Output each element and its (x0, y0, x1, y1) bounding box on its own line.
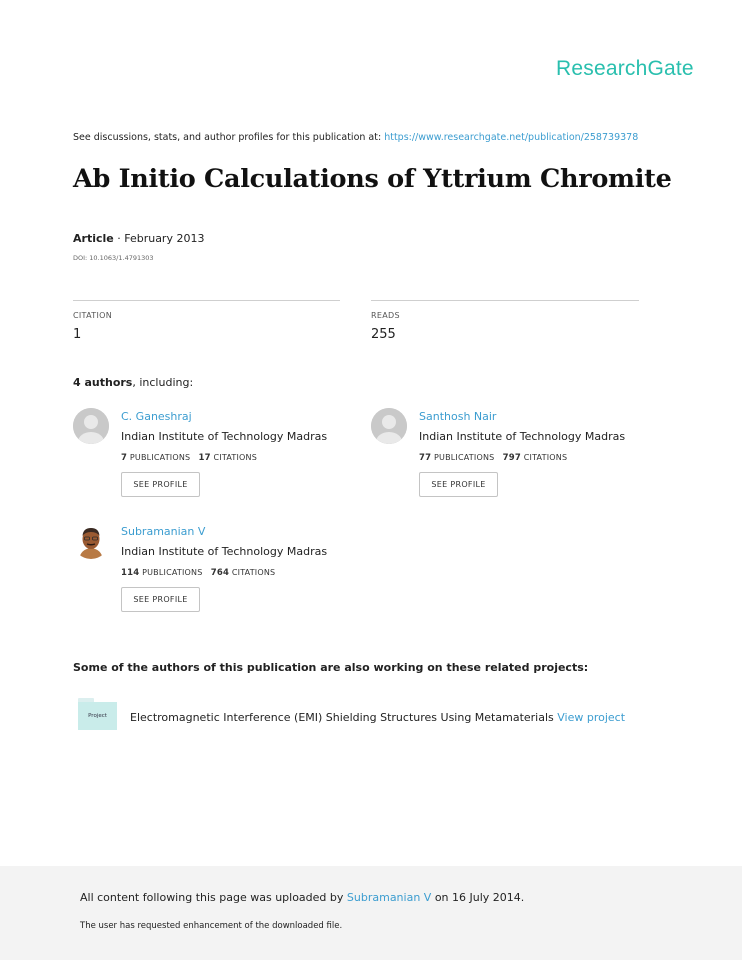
citation-label: CITATION (73, 311, 112, 320)
default-avatar-icon[interactable] (73, 408, 109, 444)
citation-divider (73, 300, 340, 301)
publication-url-link[interactable]: https://www.researchgate.net/publication/258739378 (384, 132, 639, 143)
discussion-line (73, 132, 638, 143)
publications-count: 77 (419, 453, 432, 463)
citations-label: CITATIONS (523, 453, 568, 462)
project-folder-icon (78, 698, 117, 730)
publication-type: Article (73, 232, 114, 245)
publications-label: PUBLICATIONS (142, 568, 203, 577)
upload-prefix: All content following this page was uploaded by (80, 891, 347, 904)
uploader-link[interactable]: Subramanian V (346, 891, 432, 904)
citations-label: CITATIONS (213, 453, 257, 462)
author-stats (121, 568, 275, 578)
author-stats (121, 453, 257, 463)
author-institution: Indian Institute of Technology Madras (419, 430, 626, 443)
upload-notice (80, 891, 524, 904)
footer (0, 866, 742, 960)
author-card-nair (371, 408, 671, 508)
publications-count: 7 (121, 453, 128, 463)
see-profile-button[interactable]: SEE PROFILE (419, 472, 498, 497)
author-name-link[interactable]: C. Ganeshraj (121, 410, 192, 423)
citations-label: CITATIONS (231, 568, 276, 577)
project-icon-label: Project (88, 713, 107, 719)
citations-count: 797 (502, 453, 521, 463)
project-title: Electromagnetic Interference (EMI) Shielding Structures Using Metamaterials (130, 711, 554, 724)
author-card-subramanian (73, 523, 373, 623)
reads-count: 255 (371, 327, 396, 342)
publications-count: 114 (121, 568, 140, 578)
author-name-link[interactable]: Subramanian V (121, 525, 206, 538)
related-projects-heading: Some of the authors of this publication are also working on these related projects: (73, 661, 589, 674)
see-profile-button[interactable]: SEE PROFILE (121, 587, 200, 612)
publications-label: PUBLICATIONS (129, 453, 191, 462)
author-name-link[interactable]: Santhosh Nair (419, 410, 497, 423)
author-stats (419, 453, 567, 463)
author-card-ganeshraj (73, 408, 373, 508)
related-project-item (130, 711, 625, 724)
citations-count: 764 (210, 568, 230, 578)
upload-suffix: on 16 July 2014. (431, 891, 525, 904)
author-institution: Indian Institute of Technology Madras (121, 545, 328, 558)
see-profile-button[interactable]: SEE PROFILE (121, 472, 200, 497)
publication-doi: DOI: 10.1063/1.4791303 (73, 254, 154, 262)
citation-count: 1 (73, 327, 82, 342)
photo-avatar[interactable] (73, 523, 109, 559)
default-avatar-icon[interactable] (371, 408, 407, 444)
publication-title: Ab Initio Calculations of Yttrium Chromite (73, 164, 672, 194)
publication-date: February 2013 (124, 232, 205, 245)
authors-count: 4 authors (73, 376, 133, 389)
publication-meta (73, 232, 204, 245)
author-institution: Indian Institute of Technology Madras (121, 430, 328, 443)
authors-suffix: , including: (132, 376, 194, 389)
publications-label: PUBLICATIONS (433, 453, 495, 462)
meta-separator: · (113, 232, 125, 245)
citations-count: 17 (198, 453, 211, 463)
reads-divider (371, 300, 639, 301)
researchgate-logo[interactable]: ResearchGate (556, 57, 694, 80)
view-project-link[interactable]: View project (557, 711, 626, 724)
reads-label: READS (371, 311, 400, 320)
authors-heading (73, 376, 193, 389)
enhancement-notice: The user has requested enhancement of the downloaded file. (80, 921, 343, 931)
discussion-text: See discussions, stats, and author profiles for this publication at: (73, 132, 385, 143)
